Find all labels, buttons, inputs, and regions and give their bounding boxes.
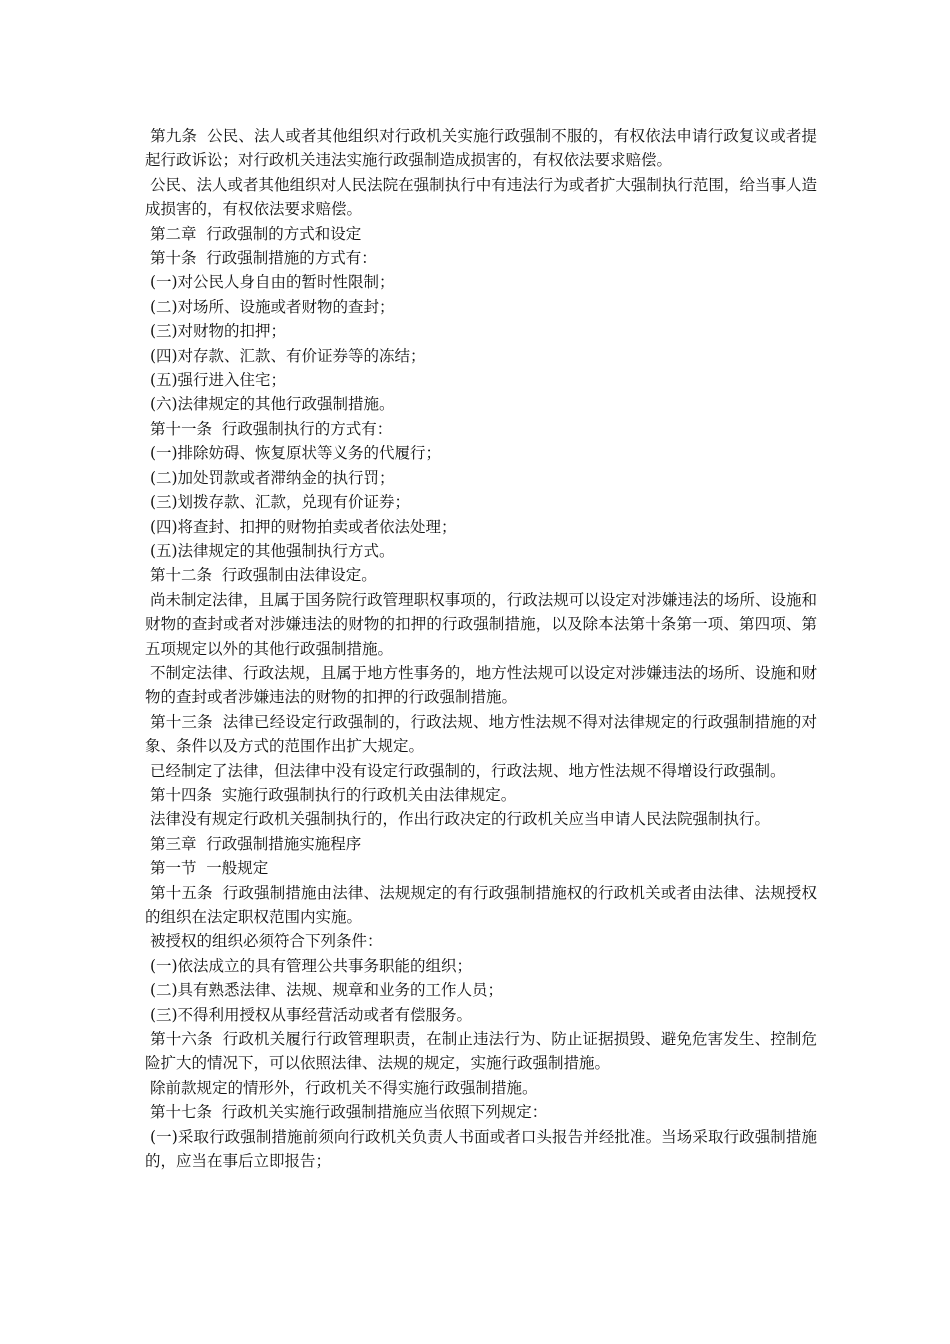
list-item: (五)法律规定的其他强制执行方式。 bbox=[145, 541, 395, 560]
list-item: (一)依法成立的具有管理公共事务职能的组织； bbox=[145, 956, 473, 975]
paragraph-article-16-clause-2: 除前款规定的情形外，行政机关不得实施行政强制措施。 bbox=[145, 1078, 538, 1097]
list-item: (一)采取行政强制措施前须向行政机关负责人书面或者口头报告并经批准。当场采取行政强制措施的，应当在事后立即报告； bbox=[145, 1127, 817, 1171]
paragraph-article-12-clause-2: 尚未制定法律，且属于国务院行政管理职权事项的，行政法规可以设定对涉嫌违法的场所、设施和财物的查封或者对涉嫌违法的财物的扣押的行政强制措施，以及除本法第十条第一项、第四项、第五项规定以外的其他行政强制措施。 bbox=[145, 590, 817, 658]
paragraph-article-16: 第十六条 行政机关履行行政管理职责，在制止违法行为、防止证据损毁、避免危害发生、控制危险扩大的情况下，可以依照法律、法规的规定，实施行政强制措施。 bbox=[145, 1030, 817, 1073]
list-item: (一)对公民人身自由的暂时性限制； bbox=[145, 273, 395, 292]
paragraph-article-10: 第十条 行政强制措施的方式有： bbox=[145, 249, 377, 268]
chapter-heading-3: 第三章 行政强制措施实施程序 bbox=[145, 834, 362, 853]
list-item: (四)将查封、扣押的财物拍卖或者依法处理； bbox=[145, 517, 457, 536]
paragraph-article-12: 第十二条 行政强制由法律设定。 bbox=[145, 566, 377, 585]
list-item: (六)法律规定的其他行政强制措施。 bbox=[145, 395, 395, 414]
list-item: (三)对财物的扣押； bbox=[145, 322, 287, 341]
list-item: (五)强行进入住宅； bbox=[145, 371, 287, 390]
paragraph-article-17: 第十七条 行政机关实施行政强制措施应当依照下列规定： bbox=[145, 1103, 548, 1122]
paragraph-article-14-clause-2: 法律没有规定行政机关强制执行的，作出行政决定的行政机关应当申请人民法院强制执行。 bbox=[145, 810, 770, 829]
paragraph-article-13: 第十三条 法律已经设定行政强制的，行政法规、地方性法规不得对法律规定的行政强制措施的对象、条件以及方式的范围作出扩大规定。 bbox=[145, 712, 817, 756]
chapter-heading-2: 第二章 行政强制的方式和设定 bbox=[145, 224, 362, 243]
list-item: (二)加处罚款或者滞纳金的执行罚； bbox=[145, 468, 395, 487]
list-item: (二)对场所、设施或者财物的查封； bbox=[145, 297, 395, 316]
paragraph-article-13-clause-2: 已经制定了法律，但法律中没有设定行政强制的，行政法规、地方性法规不得增设行政强制。 bbox=[145, 761, 786, 780]
paragraph-article-15: 第十五条 行政强制措施由法律、法规规定的有行政强制措施权的行政机关或者由法律、法规授权的组织在法定职权范围内实施。 bbox=[145, 883, 817, 926]
paragraph-article-12-clause-3: 不制定法律、行政法规，且属于地方性事务的，地方性法规可以设定对涉嫌违法的场所、设施和财物的查封或者涉嫌违法的财物的扣押的行政强制措施。 bbox=[145, 663, 817, 707]
section-heading-1: 第一节 一般规定 bbox=[145, 859, 269, 878]
list-item: (一)排除妨碍、恢复原状等义务的代履行； bbox=[145, 444, 442, 463]
list-item: (三)划拨存款、汇款，兑现有价证券； bbox=[145, 493, 411, 512]
paragraph-article-15-clause-2: 被授权的组织必须符合下列条件： bbox=[145, 932, 383, 951]
paragraph-article-14: 第十四条 实施行政强制执行的行政机关由法律规定。 bbox=[145, 785, 517, 804]
list-item: (二)具有熟悉法律、法规、规章和业务的工作人员； bbox=[145, 981, 504, 1000]
paragraph-article-11: 第十一条 行政强制执行的方式有： bbox=[145, 419, 393, 438]
paragraph-article-9: 第九条 公民、法人或者其他组织对行政机关实施行政强制不服的，有权依法申请行政复议或者提起行政诉讼；对行政机关违法实施行政强制造成损害的，有权依法要求赔偿。 bbox=[145, 127, 817, 170]
list-item: (四)对存款、汇款、有价证券等的冻结； bbox=[145, 346, 426, 365]
document-body bbox=[145, 124, 817, 1173]
list-item: (三)不得利用授权从事经营活动或者有偿服务。 bbox=[145, 1005, 473, 1024]
paragraph-article-9-clause-2: 公民、法人或者其他组织对人民法院在强制执行中有违法行为或者扩大强制执行范围，给当事人造成损害的，有权依法要求赔偿。 bbox=[145, 175, 817, 219]
